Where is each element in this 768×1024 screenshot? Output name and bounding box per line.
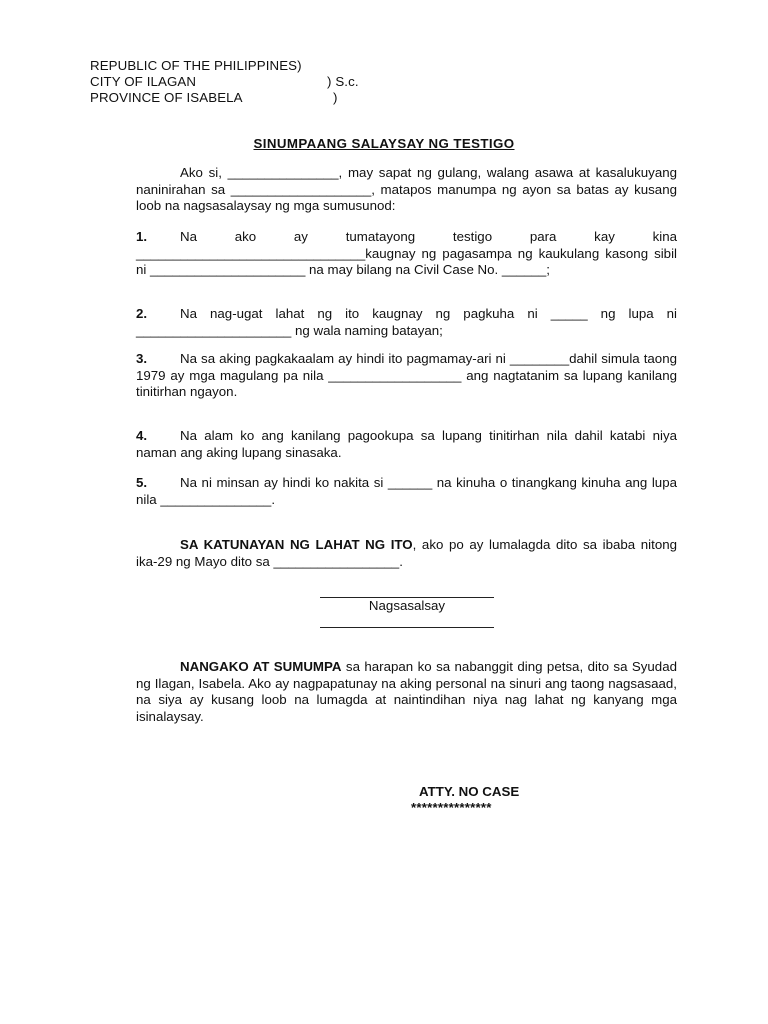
- list-item: [136, 351, 677, 401]
- attorney-name: ATTY. NO CASE: [419, 784, 520, 799]
- list-item: [136, 306, 677, 339]
- item-text: Na alam ko ang kanilang pagookupa sa lupang tinitirhan nila dahil katabi niya naman ang aking lupang sinasaka.: [136, 428, 677, 460]
- item-number: 2.: [136, 306, 148, 321]
- venue-province: PROVINCE OF ISABELA ): [90, 90, 338, 105]
- signature-line-bottom: [320, 627, 494, 628]
- attorney-stars: ***************: [411, 800, 492, 815]
- list-item: [136, 428, 677, 461]
- item-text: Na nag-ugat lahat ng ito kaugnay ng pagkuha ni _____ ng lupa ni _____________________ ng wala naming batayan;: [136, 306, 677, 338]
- closing-paragraph: [136, 537, 677, 570]
- item-text: Na ako ay tumatayong testigo para kay kina _______________________________kaugnay ng pagasampa ng kaukulang kasong sibil ni _____________________ na may bilang na Civil Case No. ______;: [136, 229, 677, 277]
- item-number: 5.: [136, 475, 148, 490]
- item-number: 1.: [136, 229, 148, 244]
- jurat-paragraph: [136, 659, 677, 725]
- venue-country: REPUBLIC OF THE PHILIPPINES): [90, 58, 302, 73]
- closing-text: , ako po ay lumalagda dito sa ibaba nitong ika-29 ng Mayo dito sa _________________.: [136, 537, 678, 569]
- jurat-text: sa harapan ko sa nabanggit ding petsa, dito sa Syudad ng Ilagan, Isabela. Ako ay nagpapatunay na aking personal na sinuri ang taong nagsasaad, na siya ay kusang loob na lumagda at naintindihan niya nag lahat ng kanyang mga isinalaysay.: [136, 659, 677, 724]
- intro-paragraph: Ako si, _______________, may sapat ng gulang, walang asawa at kasalukuyang naninirahan sa ___________________, matapos manumpa ng ayon sa batas ay kusang loob na nagsasalaysay ng mga sumusunod:: [136, 165, 677, 213]
- venue-header: [90, 58, 450, 106]
- list-item: [136, 229, 677, 279]
- item-text: Na sa aking pagkakaalam ay hindi ito pagmamay-ari ni ________dahil simula taong 1979 ay mga magulang pa nila __________________ ang nagtatanim sa lupang kanilang tinitirhan ngayon.: [136, 351, 677, 399]
- jurat-lead: NANGAKO AT SUMUMPA: [180, 659, 342, 674]
- item-number: 3.: [136, 351, 148, 366]
- signature-label: Nagsasalsay: [368, 598, 446, 613]
- list-item: [136, 475, 677, 508]
- venue-city: CITY OF ILAGAN ) S.c.: [90, 74, 359, 89]
- item-text: Na ni minsan ay hindi ko nakita si ______ na kinuha o tinangkang kinuha ang lupa nila _______________.: [136, 475, 677, 507]
- document-title: SINUMPAANG SALAYSAY NG TESTIGO: [253, 136, 515, 151]
- closing-lead: SA KATUNAYAN NG LAHAT NG ITO: [180, 537, 413, 552]
- item-number: 4.: [136, 428, 148, 443]
